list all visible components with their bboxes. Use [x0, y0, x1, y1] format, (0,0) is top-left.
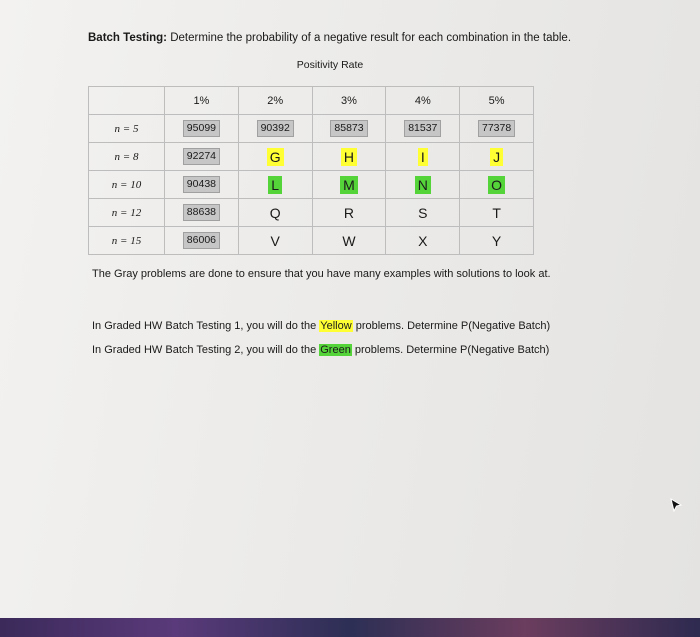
row-label: n = 10	[89, 171, 165, 199]
arrow-cursor-icon	[668, 497, 684, 513]
table-cell	[165, 227, 239, 255]
table-cell	[312, 171, 386, 199]
taskbar-strip	[0, 618, 700, 637]
title-rest: Determine the probability of a negative result for each combination in the table.	[167, 32, 572, 44]
probability-table	[88, 86, 534, 255]
row-label: n = 5	[89, 115, 165, 143]
table-row	[89, 171, 534, 199]
hw2-after: problems. Determine P(Negative Batch)	[351, 344, 550, 356]
hw1-yellow-mark: Yellow	[320, 320, 352, 332]
plain-problem-letter: S	[418, 204, 428, 221]
solved-value: 90392	[257, 120, 294, 137]
table-cell	[165, 199, 239, 227]
table-cell	[312, 199, 386, 227]
table-row	[89, 143, 534, 171]
table-cell	[386, 227, 460, 255]
table-cell	[238, 199, 312, 227]
plain-problem-letter: R	[343, 204, 355, 221]
column-header: 5%	[460, 87, 534, 115]
solved-value: 95099	[183, 120, 220, 137]
column-header: 3%	[312, 87, 386, 115]
solved-value: 81537	[404, 120, 441, 137]
solved-value: 77378	[478, 120, 515, 137]
table-cell	[238, 115, 312, 143]
plain-problem-letter: X	[418, 232, 428, 249]
table-row	[89, 227, 534, 255]
solved-value: 85873	[330, 120, 367, 137]
column-header: 4%	[386, 87, 460, 115]
title-bold: Batch Testing:	[88, 32, 168, 44]
plain-problem-letter: Q	[269, 204, 281, 221]
table-cell	[312, 115, 386, 143]
plain-problem-letter: Y	[491, 232, 502, 249]
table-cell	[460, 227, 534, 255]
header-row	[89, 87, 534, 115]
table-cell	[386, 115, 460, 143]
column-header: 1%	[165, 87, 239, 115]
table-row	[89, 115, 534, 143]
yellow-problem-letter: G	[267, 148, 284, 166]
green-problem-letter: M	[340, 176, 358, 194]
table-cell	[386, 171, 460, 199]
plain-problem-letter: W	[342, 232, 356, 249]
yellow-problem-letter: J	[490, 148, 503, 166]
hw2-instruction	[92, 344, 549, 356]
green-problem-letter: O	[488, 176, 505, 194]
hw1-instruction	[92, 320, 550, 332]
green-problem-letter: L	[268, 176, 282, 194]
gray-note: The Gray problems are done to ensure that you have many examples with solutions to look at.	[92, 268, 551, 280]
table-cell	[460, 143, 534, 171]
solved-value: 92274	[183, 148, 220, 165]
table-cell	[460, 199, 534, 227]
hw1-before: In Graded HW Batch Testing 1, you will do the	[92, 320, 320, 332]
hw2-green-mark: Green	[320, 344, 351, 356]
yellow-problem-letter: I	[418, 148, 428, 166]
solved-value: 88638	[183, 204, 220, 221]
table-cell	[386, 143, 460, 171]
table-cell	[165, 143, 239, 171]
table-cell	[238, 143, 312, 171]
plain-problem-letter: T	[492, 204, 501, 221]
yellow-problem-letter: H	[341, 148, 357, 166]
hw1-after: problems. Determine P(Negative Batch)	[352, 320, 551, 332]
corner-cell	[89, 87, 165, 115]
plain-problem-letter: V	[270, 232, 280, 249]
table-cell	[165, 115, 239, 143]
row-label: n = 8	[89, 143, 165, 171]
table-cell	[460, 115, 534, 143]
page-title	[88, 32, 571, 44]
column-header: 2%	[238, 87, 312, 115]
green-problem-letter: N	[415, 176, 431, 194]
row-label: n = 15	[89, 227, 165, 255]
table-cell	[165, 171, 239, 199]
table-cell	[460, 171, 534, 199]
table-cell	[386, 199, 460, 227]
table-cell	[312, 143, 386, 171]
row-label: n = 12	[89, 199, 165, 227]
solved-value: 90438	[183, 176, 220, 193]
table-cell	[238, 171, 312, 199]
table-subheading: Positivity Rate	[296, 59, 364, 71]
hw2-before: In Graded HW Batch Testing 2, you will do the	[92, 344, 320, 356]
table-cell	[238, 227, 312, 255]
table-cell	[312, 227, 386, 255]
table-row	[89, 199, 534, 227]
solved-value: 86006	[183, 232, 220, 249]
